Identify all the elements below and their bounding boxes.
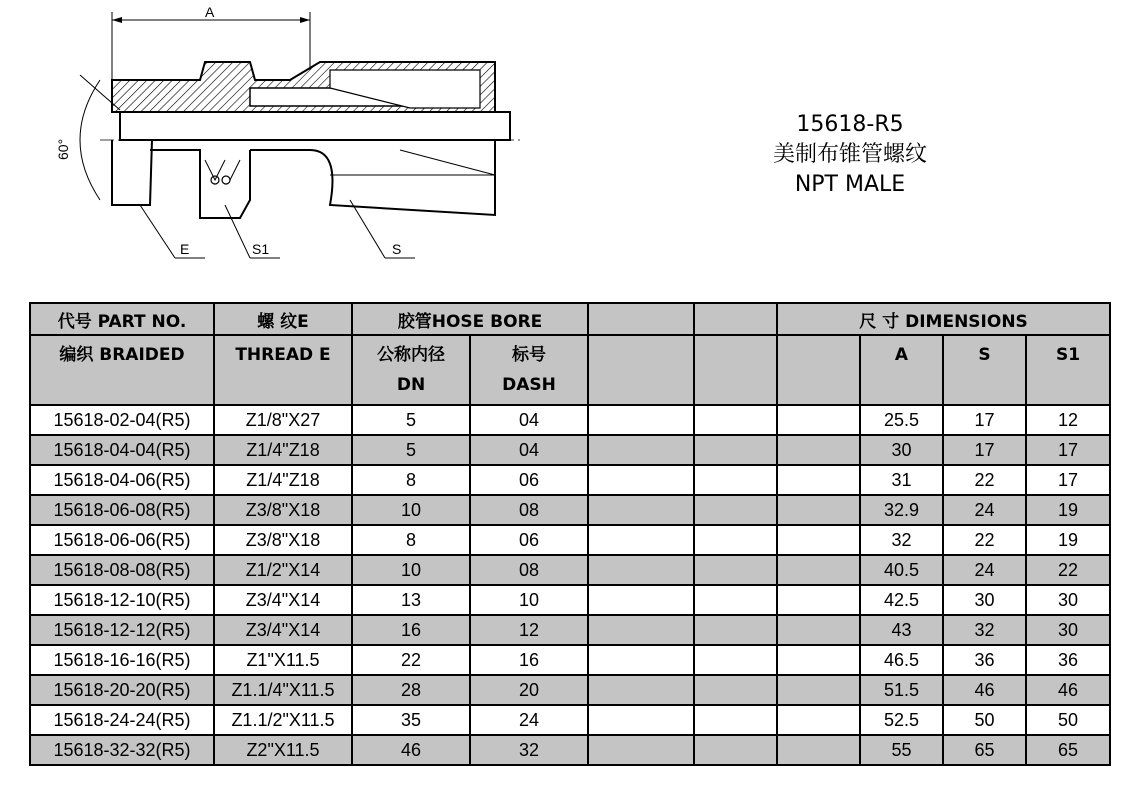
header-blank-1	[588, 303, 694, 335]
part-no-cell: 15618-06-06(R5)	[30, 525, 214, 555]
blank-cell	[777, 495, 860, 525]
dash-cell: 10	[470, 585, 588, 615]
spec-table	[29, 302, 1111, 766]
dn-cell: 5	[352, 435, 470, 465]
s-cell: 17	[943, 405, 1026, 435]
dash-cell: 06	[470, 525, 588, 555]
thread-e-label: E	[180, 241, 190, 257]
thread-cell: Z2"X11.5	[214, 735, 352, 765]
header-row-1	[30, 303, 1110, 335]
header-hose-bore: 胶管HOSE BORE	[352, 303, 588, 335]
blank-cell	[777, 735, 860, 765]
table-row	[30, 465, 1110, 495]
s-cell: 24	[943, 495, 1026, 525]
s1-cell: 17	[1026, 465, 1110, 495]
s-cell: 22	[943, 525, 1026, 555]
dn-cell: 28	[352, 675, 470, 705]
blank-cell	[588, 735, 694, 765]
part-no-cell: 15618-04-06(R5)	[30, 465, 214, 495]
table-row	[30, 705, 1110, 735]
blank-cell	[588, 555, 694, 585]
blank-cell	[777, 405, 860, 435]
part-no-cell: 15618-12-12(R5)	[30, 615, 214, 645]
header-s: S	[943, 335, 1026, 405]
header-dash	[470, 335, 588, 405]
header-dimensions: 尺 寸 DIMENSIONS	[777, 303, 1110, 335]
thread-type: NPT MALE	[794, 172, 906, 197]
a-cell: 40.5	[860, 555, 943, 585]
s-cell: 30	[943, 585, 1026, 615]
blank-cell	[777, 435, 860, 465]
blank-cell	[588, 615, 694, 645]
blank-cell	[694, 405, 777, 435]
s-cell: 22	[943, 465, 1026, 495]
a-cell: 42.5	[860, 585, 943, 615]
thread-cell: Z3/4"X14	[214, 585, 352, 615]
blank-cell	[588, 405, 694, 435]
a-cell: 32.9	[860, 495, 943, 525]
s-cell: 50	[943, 705, 1026, 735]
header-blank-3	[588, 335, 694, 405]
header-blank-2	[694, 303, 777, 335]
table-row	[30, 585, 1110, 615]
blank-cell	[777, 615, 860, 645]
part-no-cell: 15618-16-16(R5)	[30, 645, 214, 675]
blank-cell	[777, 555, 860, 585]
thread-cell: Z1.1/2"X11.5	[214, 705, 352, 735]
dash-cell: 16	[470, 645, 588, 675]
part-no-cell: 15618-02-04(R5)	[30, 405, 214, 435]
thread-cell: Z3/8"X18	[214, 525, 352, 555]
blank-cell	[694, 465, 777, 495]
s1-cell: 22	[1026, 555, 1110, 585]
blank-cell	[694, 645, 777, 675]
blank-cell	[588, 525, 694, 555]
angle-label: 60°	[55, 138, 71, 160]
product-title-block	[740, 110, 960, 200]
part-no-cell: 15618-04-04(R5)	[30, 435, 214, 465]
s-cell: 65	[943, 735, 1026, 765]
blank-cell	[777, 585, 860, 615]
part-no-cell: 15618-20-20(R5)	[30, 675, 214, 705]
dn-cell: 10	[352, 495, 470, 525]
dn-cell: 16	[352, 615, 470, 645]
a-cell: 51.5	[860, 675, 943, 705]
s1-cell: 30	[1026, 615, 1110, 645]
table-row	[30, 435, 1110, 465]
table-row	[30, 405, 1110, 435]
header-a: A	[860, 335, 943, 405]
a-cell: 55	[860, 735, 943, 765]
blank-cell	[588, 435, 694, 465]
dash-cell: 32	[470, 735, 588, 765]
blank-cell	[588, 675, 694, 705]
blank-cell	[777, 525, 860, 555]
a-cell: 31	[860, 465, 943, 495]
s1-cell: 36	[1026, 645, 1110, 675]
s1-cell: 65	[1026, 735, 1110, 765]
blank-cell	[694, 735, 777, 765]
fitting-drawing	[40, 0, 540, 270]
dash-cell: 20	[470, 675, 588, 705]
blank-cell	[588, 465, 694, 495]
dash-cell: 06	[470, 465, 588, 495]
dash-cell: 08	[470, 555, 588, 585]
header-dn	[352, 335, 470, 405]
table-row	[30, 525, 1110, 555]
dash-cell: 24	[470, 705, 588, 735]
dn-cell: 5	[352, 405, 470, 435]
s1-cell: 12	[1026, 405, 1110, 435]
header-s1: S1	[1026, 335, 1110, 405]
s1-cell: 19	[1026, 525, 1110, 555]
dash-cell: 12	[470, 615, 588, 645]
s-cell: 17	[943, 435, 1026, 465]
thread-cell: Z1/4"Z18	[214, 435, 352, 465]
blank-cell	[694, 615, 777, 645]
s-label: S	[392, 241, 402, 257]
table-row	[30, 555, 1110, 585]
thread-cell: Z1/4"Z18	[214, 465, 352, 495]
header-blank-4	[694, 335, 777, 405]
product-name-chinese: 美制布锥管螺纹	[772, 142, 927, 167]
dn-cell: 8	[352, 525, 470, 555]
a-cell: 32	[860, 525, 943, 555]
part-no-cell: 15618-06-08(R5)	[30, 495, 214, 525]
blank-cell	[777, 465, 860, 495]
dash-cell: 04	[470, 435, 588, 465]
header-dash-cn: 标号	[512, 345, 546, 365]
blank-cell	[694, 705, 777, 735]
dn-cell: 35	[352, 705, 470, 735]
dn-cell: 10	[352, 555, 470, 585]
blank-cell	[777, 705, 860, 735]
header-dn-en: DN	[396, 375, 426, 395]
s-cell: 32	[943, 615, 1026, 645]
header-thread-e: THREAD E	[214, 335, 352, 405]
a-cell: 30	[860, 435, 943, 465]
a-cell: 46.5	[860, 645, 943, 675]
blank-cell	[777, 675, 860, 705]
part-no-cell: 15618-08-08(R5)	[30, 555, 214, 585]
dn-cell: 22	[352, 645, 470, 675]
table-row	[30, 495, 1110, 525]
blank-cell	[694, 435, 777, 465]
blank-cell	[588, 705, 694, 735]
table-row	[30, 645, 1110, 675]
dash-cell: 04	[470, 405, 588, 435]
part-no-cell: 15618-32-32(R5)	[30, 735, 214, 765]
s-cell: 24	[943, 555, 1026, 585]
s1-cell: 17	[1026, 435, 1110, 465]
s1-cell: 30	[1026, 585, 1110, 615]
s1-cell: 19	[1026, 495, 1110, 525]
thread-cell: Z1.1/4"X11.5	[214, 675, 352, 705]
blank-cell	[588, 585, 694, 615]
header-blank-5	[777, 335, 860, 405]
header-dash-en: DASH	[502, 375, 556, 395]
header-dn-cn: 公称内径	[377, 345, 445, 365]
blank-cell	[694, 675, 777, 705]
dash-cell: 08	[470, 495, 588, 525]
thread-cell: Z1/8"X27	[214, 405, 352, 435]
table-row	[30, 675, 1110, 705]
dn-cell: 13	[352, 585, 470, 615]
blank-cell	[588, 645, 694, 675]
header-braided: 编织 BRAIDED	[30, 335, 214, 405]
header-part-no: 代号 PART NO.	[30, 303, 214, 335]
s1-label: S1	[252, 241, 270, 257]
table-row	[30, 615, 1110, 645]
s1-cell: 50	[1026, 705, 1110, 735]
thread-cell: Z3/4"X14	[214, 615, 352, 645]
a-cell: 52.5	[860, 705, 943, 735]
dimension-a-label: A	[205, 4, 215, 20]
dn-cell: 46	[352, 735, 470, 765]
table-row	[30, 735, 1110, 765]
blank-cell	[694, 525, 777, 555]
thread-cell: Z1/2"X14	[214, 555, 352, 585]
blank-cell	[694, 585, 777, 615]
product-code: 15618-R5	[796, 112, 904, 137]
s-cell: 36	[943, 645, 1026, 675]
header-thread: 螺 纹E	[214, 303, 352, 335]
thread-cell: Z1"X11.5	[214, 645, 352, 675]
blank-cell	[777, 645, 860, 675]
thread-cell: Z3/8"X18	[214, 495, 352, 525]
blank-cell	[694, 555, 777, 585]
dn-cell: 8	[352, 465, 470, 495]
a-cell: 25.5	[860, 405, 943, 435]
s-cell: 46	[943, 675, 1026, 705]
blank-cell	[694, 495, 777, 525]
part-no-cell: 15618-24-24(R5)	[30, 705, 214, 735]
s1-cell: 46	[1026, 675, 1110, 705]
header-row-2	[30, 335, 1110, 405]
a-cell: 43	[860, 615, 943, 645]
part-no-cell: 15618-12-10(R5)	[30, 585, 214, 615]
blank-cell	[588, 495, 694, 525]
